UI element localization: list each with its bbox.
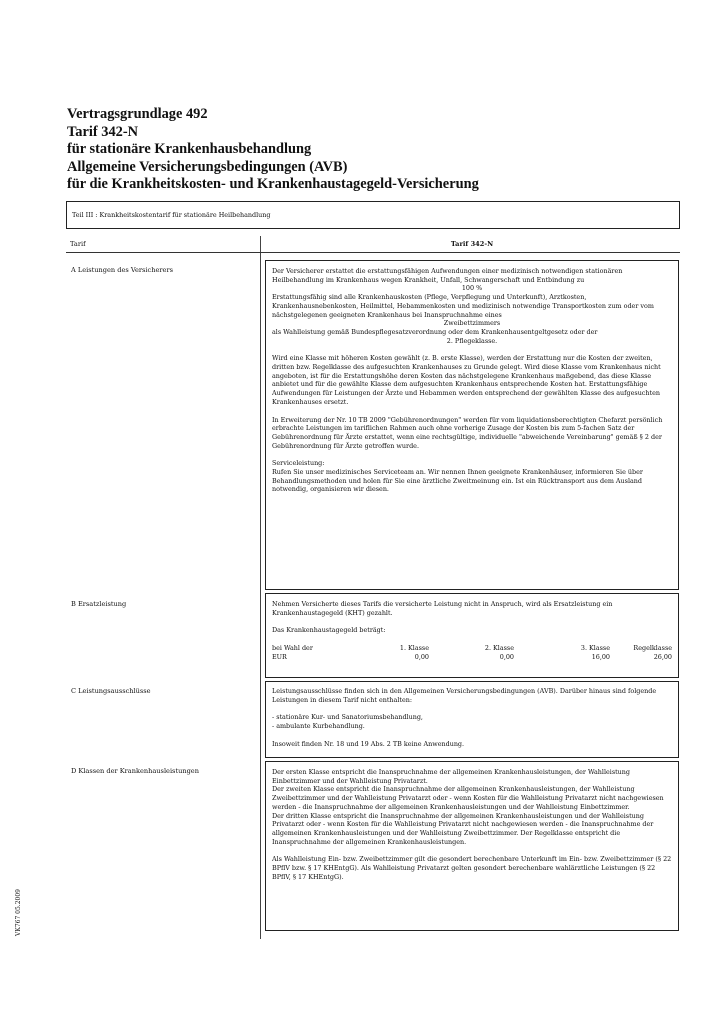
section-c-item: - ambulante Kurbehandlung.	[272, 722, 365, 731]
title-line: für die Krankheitskosten- und Krankenhaustagegeld-Versicherung	[67, 176, 479, 192]
tarif-column-header: Tarif	[70, 240, 86, 248]
document-title	[67, 106, 667, 194]
kht-cell: 16,00	[591, 652, 610, 661]
section-a-box	[265, 260, 679, 590]
section-a-p4: Wird eine Klasse mit höheren Kosten gewählt (z. B. erste Klasse), werden der Erstattung nur die Kosten der zweiten, dritten bzw. Regelklasse des aufgesuchten Krankenhauses zu Grunde gelegt. Wird diese Klasse vom Krankenhaus nicht angeboten, ist für die Erstattungshöhe deren Kosten das nächstgelegene Krankenhaus maßgebend, das diese Klasse anbietet und für die gewählte Klasse dem aufgesuchten Krankenhaus entsprechende Kosten hat. Erstattungsfähige Aufwendungen für Leistungen der Ärzte und Hebammen werden entsprechend der gewählten Klasse des aufgesuchten Krankenhauses ersetzt.	[272, 354, 661, 406]
tarif-name-header: Tarif 342-N	[450, 240, 494, 248]
side-code: VK767 05.2009	[15, 889, 22, 936]
kht-table	[272, 644, 672, 661]
title-line: Allgemeine Versicherungsbedingungen (AVB)	[67, 158, 348, 175]
section-a-percent: 100 %	[461, 284, 483, 293]
title-line: Tarif 342-N	[67, 123, 139, 140]
section-b-p1: Nehmen Versicherte dieses Tarifs die versicherte Leistung nicht in Anspruch, wird als Ersatzleistung ein Krankenhaustagegeld (KHT) gezahlt.	[272, 600, 613, 617]
section-b-label: B Ersatzleistung	[71, 600, 127, 608]
service-text: Rufen Sie unser medizinisches Serviceteam an. Wir nennen Ihnen geeignete Krankenhäuser, informieren Sie über Behandlungsmethoden und holen für Sie eine ärztliche Zweitmeinung ein. Ist ein Rücktransport aus dem Ausland notwendig, organisieren wir diesen.	[272, 468, 643, 494]
section-d-p2: Der zweiten Klasse entspricht die Inanspruchnahme der allgemeinen Krankenhausleistungen, der Wahlleistung Zweibettzimmer und der Wahlleistung Privatarzt oder - wenn Kosten für die Wahlleistung Privatarzt nicht nachgewiesen werden - die Inanspruchnahme der allgemeinen Krankenhausleistungen und der Wahlleistung Einbettzimmer.	[272, 785, 664, 811]
kht-cell: 3. Klasse	[580, 644, 610, 653]
kht-cell: 2. Klasse	[484, 644, 514, 653]
section-a-p5: In Erweiterung der Nr. 10 TB 2009 "Gebührenordnungen" werden für vom liquidationsberechtigten Chefarzt persönlich erbrachte Leistungen im tariflichen Rahmen auch ohne vorherige Zusage der Kosten bis zum 5-fachen Satz der Gebührenordnung für Ärzte erstattet, wenn eine rechtsgültige, individuelle "abweichende Vereinbarung" gemäß § 2 der Gebührenordnung für Ärzte getroffen wurde.	[272, 415, 663, 450]
section-d-p1: Der ersten Klasse entspricht die Inanspruchnahme der allgemeinen Krankenhausleistungen, der Wahlleistung Einbettzimmer und der Wahlleistung Privatarzt.	[272, 768, 630, 785]
kht-cell: 26,00	[653, 652, 672, 661]
section-a-p2: Erstattungsfähig sind alle Krankenhauskosten (Pflege, Verpflegung und Unterkunft), Arztkosten, Krankenhausnebenkosten, Heilmittel, Hebammenkosten und medizinisch notwendige Transportkosten zum oder vom nächstgelegenen geeigneten Krankenhaus bei Inanspruchnahme eines	[272, 293, 654, 319]
section-a-label: A Leistungen des Versicherers	[71, 266, 173, 274]
section-b-box	[265, 593, 679, 678]
section-c-p2: Insoweit finden Nr. 18 und 19 Abs. 2 TB keine Anwendung.	[272, 739, 465, 748]
section-b-p2: Das Krankenhaustagegeld beträgt:	[272, 626, 386, 635]
header-rule	[66, 252, 680, 253]
section-a-room: Zweibettzimmers	[443, 319, 501, 328]
kht-cell: 0,00	[499, 652, 514, 661]
section-c-p1: Leistungsausschlüsse finden sich in den Allgemeinen Versicherungsbedingungen (AVB). Darüber hinaus sind folgende Leistungen in diesem Tarif nicht enthalten:	[272, 687, 657, 704]
service-title: Serviceleistung:	[272, 459, 325, 468]
part-label-box	[66, 201, 680, 229]
section-d-label: D Klassen der Krankenhausleistungen	[71, 767, 199, 775]
section-d-p4: Als Wahlleistung Ein- bzw. Zweibettzimmer gilt die gesondert berechenbare Unterkunft im Ein- bzw. Zweibettzimmer (§ 22 BPflV bzw. § 17 KHEntgG). Als Wahlleistung Privatarzt gelten gesondert berechenbare wahlärztliche Leistungen (§ 22 BPflV, § 17 KHEntgG).	[272, 855, 672, 881]
part-label: Teil III : Krankheitskostentarif für stationäre Heilbehandlung	[72, 211, 271, 219]
kht-cell: bei Wahl der	[272, 644, 313, 653]
section-a-p3: als Wahlleistung gemäß Bundespflegesatzverordnung oder dem Krankenhausentgeltgesetz oder der	[272, 327, 598, 336]
section-c-box	[265, 681, 679, 758]
kht-cell: Regelklasse	[633, 644, 672, 653]
section-a-p1: Der Versicherer erstattet die erstattungsfähigen Aufwendungen einer medizinisch notwendigen stationären Heilbehandlung im Krankenhaus wegen Krankheit, Unfall, Schwangerschaft und Entbindung zu	[272, 267, 623, 284]
kht-cell: EUR	[272, 652, 287, 661]
kht-cell: 0,00	[414, 652, 429, 661]
section-d-p3: Der dritten Klasse entspricht die Inanspruchnahme der allgemeinen Krankenhausleistungen und der Wahlleistung Privatarzt oder - wenn Kosten für die Wahlleistung Privatarzt nicht nachgewiesen werden - die Inanspruchnahme der allgemeinen Krankenhausleistungen und der Wahlleistung Zweibettzimmer. Der Regelklasse entspricht die Inanspruchnahme der allgemeinen Krankenhausleistungen.	[272, 811, 654, 846]
column-divider	[260, 236, 261, 939]
section-c-item: - stationäre Kur- und Sanatoriumsbehandlung,	[272, 713, 423, 722]
section-a-klasse: 2. Pflegeklasse.	[446, 336, 498, 345]
section-c-label: C Leistungsausschlüsse	[71, 687, 151, 695]
title-line: Vertragsgrundlage 492	[67, 106, 208, 122]
section-d-box	[265, 761, 679, 931]
title-line: für stationäre Krankenhausbehandlung	[67, 141, 312, 157]
kht-cell: 1. Klasse	[399, 644, 429, 653]
